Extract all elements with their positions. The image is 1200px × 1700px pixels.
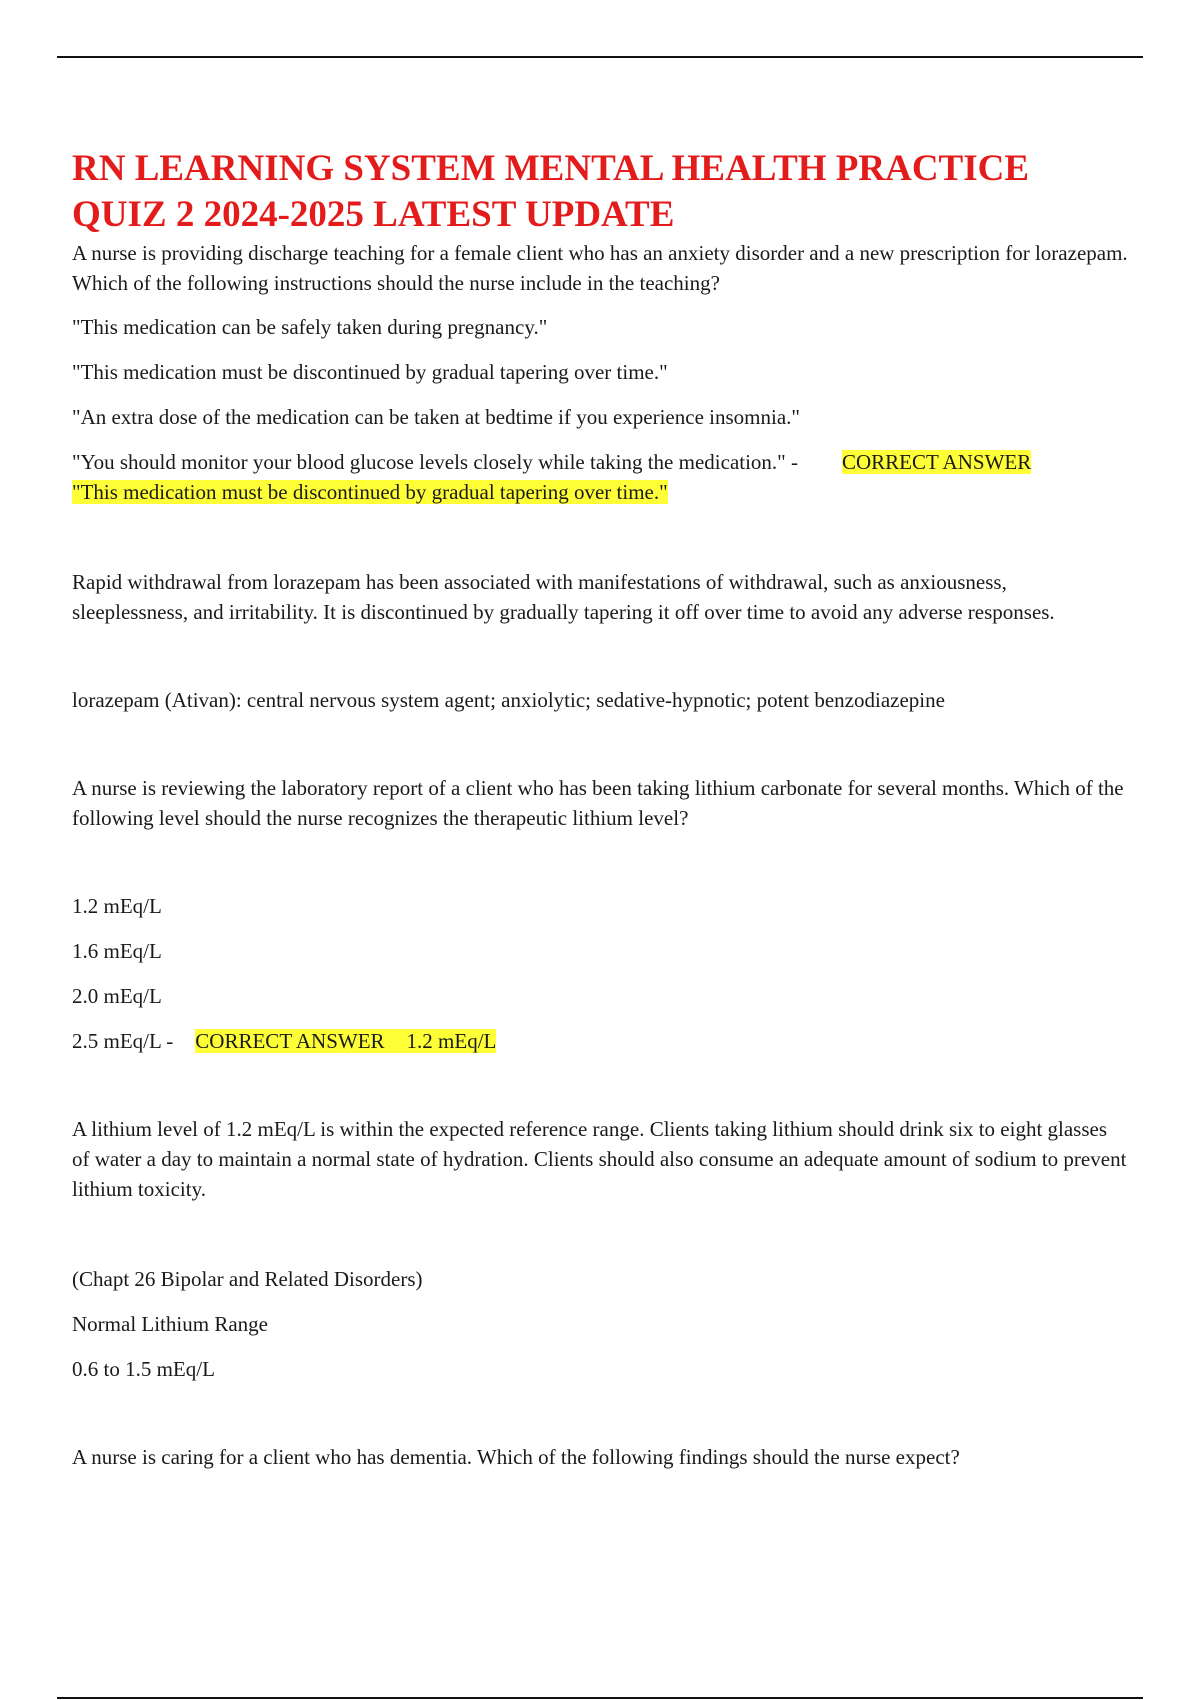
- question-2-option-d-text: 2.5 mEq/L -: [72, 1029, 174, 1053]
- question-1-rationale: Rapid withdrawal from lorazepam has been associated with manifestations of withdrawal, such as anxiousness, sleeplessness, and irritability. It is discontinued by gradually tapering it off over time to avoid any adverse responses.: [72, 570, 1055, 624]
- question-2-range-value: 0.6 to 1.5 mEq/L: [72, 1357, 215, 1381]
- question-1-option-b: "This medication must be discontinued by gradual tapering over time.": [72, 360, 668, 384]
- question-2-option-d: [72, 1026, 1128, 1056]
- question-2-chapter: (Chapt 26 Bipolar and Related Disorders): [72, 1267, 423, 1291]
- question-2-rationale: A lithium level of 1.2 mEq/L is within the expected reference range. Clients taking lithium should drink six to eight glasses of water a day to maintain a normal state of hydration. Clients should also consume an adequate amount of sodium to prevent lithium toxicity.: [72, 1117, 1127, 1201]
- question-1-stem: A nurse is providing discharge teaching for a female client who has an anxiety disorder and a new prescription for lorazepam. Which of the following instructions should the nurse include in the teaching?: [72, 241, 1128, 295]
- question-2-range-label: Normal Lithium Range: [72, 1312, 268, 1336]
- question-1-option-d: [72, 447, 1128, 507]
- question-2-correct-label: CORRECT ANSWER: [195, 1029, 385, 1053]
- question-2-correct-answer: [195, 1029, 496, 1053]
- question-1-correct-answer: "This medication must be discontinued by gradual tapering over time.": [72, 480, 668, 504]
- document-body: [72, 146, 1128, 1472]
- question-1-option-d-text: "You should monitor your blood glucose levels closely while taking the medication." -: [72, 450, 798, 474]
- question-2-option-b: 1.6 mEq/L: [72, 939, 162, 963]
- question-1-option-a: "This medication can be safely taken during pregnancy.": [72, 315, 548, 339]
- question-2-option-a: 1.2 mEq/L: [72, 894, 162, 918]
- question-2-correct-value: 1.2 mEq/L: [406, 1029, 497, 1053]
- question-2-option-c: 2.0 mEq/L: [72, 984, 162, 1008]
- question-2-stem: A nurse is reviewing the laboratory report of a client who has been taking lithium carbonate for several months. Which of the following level should the nurse recognizes the therapeutic lithium level?: [72, 776, 1124, 830]
- question-1-correct-label: CORRECT ANSWER: [842, 450, 1032, 474]
- question-1-option-c: "An extra dose of the medication can be taken at bedtime if you experience insomnia.": [72, 405, 800, 429]
- question-3-stem: A nurse is caring for a client who has dementia. Which of the following findings should the nurse expect?: [72, 1445, 960, 1469]
- document-title: RN LEARNING SYSTEM MENTAL HEALTH PRACTICE QUIZ 2 2024-2025 LATEST UPDATE: [72, 148, 1030, 235]
- question-1-drug-note: lorazepam (Ativan): central nervous system agent; anxiolytic; sedative-hypnotic; potent benzodiazepine: [72, 688, 945, 712]
- bottom-rule: [57, 1697, 1143, 1699]
- top-rule: [57, 56, 1143, 58]
